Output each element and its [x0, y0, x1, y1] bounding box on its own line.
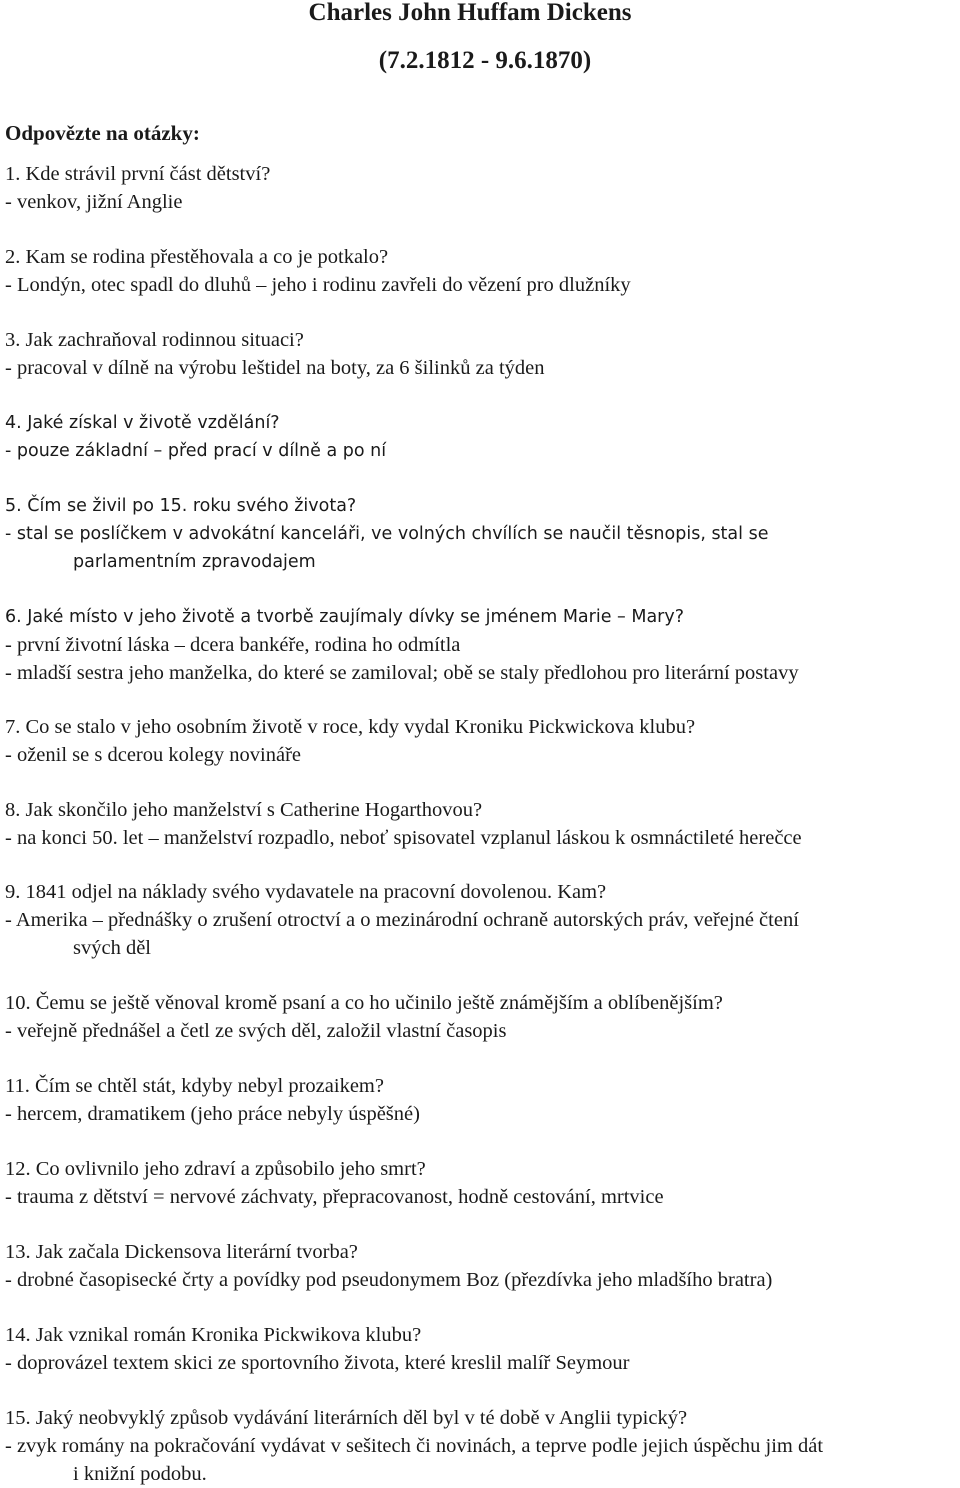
question-text: 6. Jaké místo v jeho životě a tvorbě zaujímaly dívky se jménem Marie – Mary?	[5, 607, 685, 627]
instructions-heading: Odpovězte na otázky:	[5, 121, 200, 145]
answer-continuation: i knižní podobu.	[73, 1463, 207, 1485]
question-block	[5, 713, 957, 769]
question-block	[5, 1155, 957, 1211]
question-block	[5, 878, 957, 962]
answer-text: - pouze základní – před prací v dílně a po ní	[5, 441, 387, 461]
question-block	[5, 1072, 957, 1128]
question-text: 9. 1841 odjel na náklady svého vydavatele na pracovní dovolenou. Kam?	[5, 881, 607, 903]
question-text: 8. Jak skončilo jeho manželství s Catherine Hogarthovou?	[5, 799, 483, 821]
question-block	[5, 989, 957, 1045]
question-block	[5, 492, 957, 576]
answer-text: - mladší sestra jeho manželka, do které se zamiloval; obě se staly předlohou pro literární postavy	[5, 662, 799, 684]
answer-text: - drobné časopisecké črty a povídky pod pseudonymem Boz (přezdívka jeho mladšího bratra)	[5, 1269, 773, 1291]
answer-text: - zvyk romány na pokračování vydávat v sešitech či novinách, a teprve podle jejich úspěchu jim dát	[5, 1435, 824, 1457]
question-block	[5, 1404, 957, 1488]
question-text: 14. Jak vznikal román Kronika Pickwikova klubu?	[5, 1324, 422, 1346]
question-text: 1. Kde strávil první část dětství?	[5, 163, 271, 185]
answer-text: - Londýn, otec spadl do dluhů – jeho i rodinu zavřeli do vězení pro dlužníky	[5, 274, 631, 296]
question-text: 13. Jak začala Dickensova literární tvorba?	[5, 1241, 358, 1263]
answer-text: - oženil se s dcerou kolegy novináře	[5, 744, 302, 766]
answer-text: - doprovázel textem skici ze sportovního života, které kreslil malíř Seymour	[5, 1352, 630, 1374]
document-title: Charles John Huffam Dickens	[308, 0, 632, 26]
answer-text: - stal se poslíčkem v advokátní kanceláři, ve volných chvílích se naučil těsnopis, stal se	[5, 524, 769, 544]
question-block	[5, 796, 957, 852]
life-dates: (7.2.1812 - 9.6.1870)	[378, 47, 592, 74]
answer-text: - veřejně přednášel a četl ze svých děl, založil vlastní časopis	[5, 1020, 507, 1042]
question-block	[5, 409, 957, 465]
question-block	[5, 243, 957, 299]
question-text: 4. Jaké získal v životě vzdělání?	[5, 413, 280, 433]
question-text: 7. Co se stalo v jeho osobním životě v roce, kdy vydal Kroniku Pickwickova klubu?	[5, 716, 696, 738]
question-block	[5, 326, 957, 382]
answer-text: - Amerika – přednášky o zrušení otroctví a o mezinárodní ochraně autorských práv, veřejné čtení	[5, 909, 799, 931]
question-text: 5. Čím se živil po 15. roku svého života?	[5, 496, 357, 516]
question-text: 15. Jaký neobvyklý způsob vydávání literárních děl byl v té době v Anglii typický?	[5, 1407, 688, 1429]
answer-text: - trauma z dětství = nervové záchvaty, přepracovanost, hodně cestování, mrtvice	[5, 1186, 664, 1208]
answer-continuation: svých děl	[73, 937, 151, 959]
question-text: 12. Co ovlivnilo jeho zdraví a způsobilo jeho smrt?	[5, 1158, 426, 1180]
question-block	[5, 1321, 957, 1377]
question-text: 10. Čemu se ještě věnoval kromě psaní a co ho učinilo ještě známějším a oblíbenějším?	[5, 992, 723, 1014]
answer-text: - hercem, dramatikem (jeho práce nebyly úspěšné)	[5, 1103, 420, 1125]
answer-text: - pracoval v dílně na výrobu leštidel na boty, za 6 šilinků za týden	[5, 357, 545, 379]
question-list	[5, 160, 957, 1488]
question-text: 3. Jak zachraňoval rodinnou situaci?	[5, 329, 304, 351]
question-block	[5, 1238, 957, 1294]
answer-text: - na konci 50. let – manželství rozpadlo, neboť spisovatel vzplanul láskou k osmnáctileté herečce	[5, 827, 802, 849]
question-block	[5, 603, 957, 687]
answer-continuation: parlamentním zpravodajem	[73, 552, 316, 572]
question-text: 2. Kam se rodina přestěhovala a co je potkalo?	[5, 246, 389, 268]
question-text: 11. Čím se chtěl stát, kdyby nebyl prozaikem?	[5, 1075, 384, 1097]
question-block	[5, 160, 957, 216]
answer-text: - venkov, jižní Anglie	[5, 191, 183, 213]
answer-text: - první životní láska – dcera bankéře, rodina ho odmítla	[5, 634, 461, 656]
